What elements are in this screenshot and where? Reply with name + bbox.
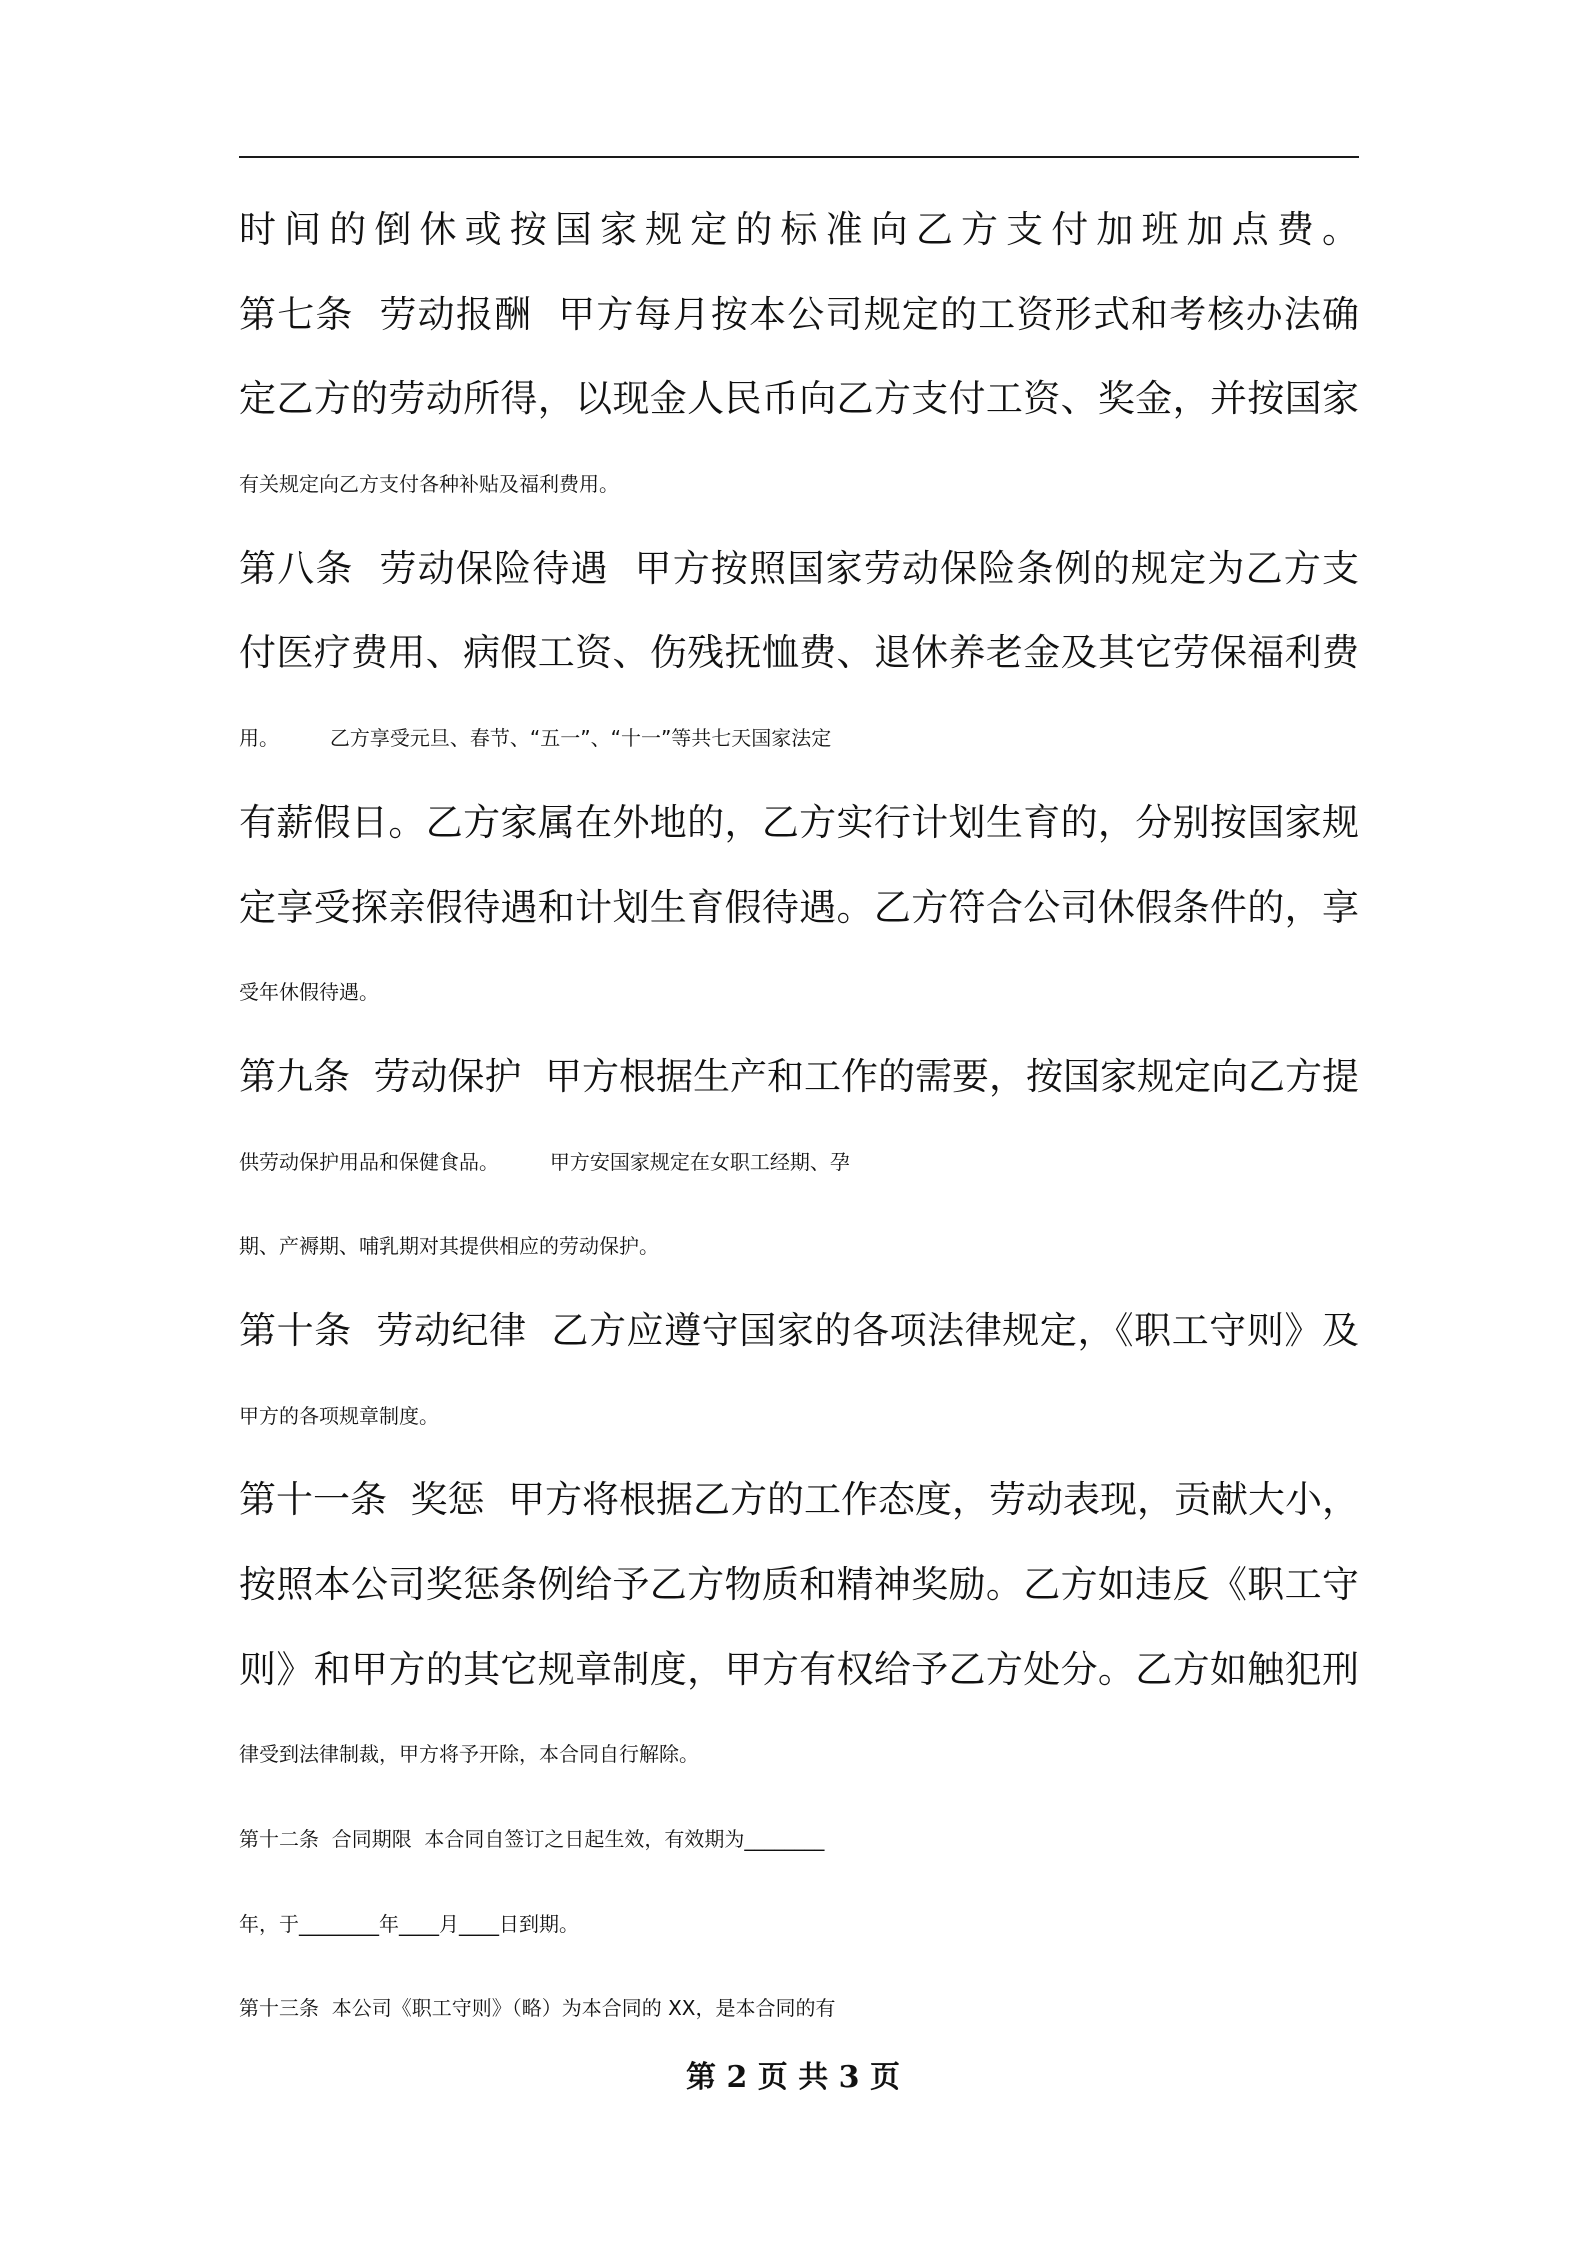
body-line: 有关规定向乙方支付各种补贴及福利费用。 [239,472,619,497]
header-rule [239,156,1359,158]
body-line: 期、产褥期、哺乳期对其提供相应的劳动保护。 [239,1234,659,1259]
body-line: 第八条 劳动保险待遇 甲方按照国家劳动保险条例的规定为乙方支 [239,546,1359,590]
body-line: 则》和甲方的其它规章制度，甲方有权给予乙方处分。乙方如触犯刑 [239,1647,1359,1691]
body-line: 律受到法律制裁，甲方将予开除，本合同自行解除。 [239,1742,699,1767]
body-line: 定享受探亲假待遇和计划生育假待遇。乙方符合公司休假条件的，享 [239,885,1359,929]
body-line: 付医疗费用、病假工资、伤残抚恤费、退休养老金及其它劳保福利费 [239,631,1359,675]
body-line: 第十一条 奖惩 甲方将根据乙方的工作态度，劳动表现，贡献大小， [239,1478,1360,1522]
body-line: 按照本公司奖惩条例给予乙方物质和精神奖励。乙方如违反《职工守 [239,1563,1359,1606]
body-line: 甲方的各项规章制度。 [239,1403,439,1428]
body-line: 供劳动保护用品和保健食品。 甲方安国家规定在女职工经期、孕 [239,1149,850,1174]
body-line: 第十条 劳动纪律 乙方应遵守国家的各项法律规定，《职工守则》及 [239,1308,1359,1352]
body-line: 第九条 劳动保护 甲方根据生产和工作的需要，按国家规定向乙方提 [239,1054,1360,1098]
body-line: 第十二条 合同期限 本合同自签订之日起生效，有效期为________ [239,1827,825,1852]
body-line: 第十三条 本公司《职工守则》（略）为本合同的 XX，是本合同的有 [239,1996,836,2021]
body-line: 时间的倒休或按国家规定的标准向乙方支付加班加点费。 [239,208,1359,251]
body-line: 用。 乙方享受元旦、春节、“五一”、“十一”等共七天国家法定 [239,726,832,751]
body-line: 有薪假日。乙方家属在外地的，乙方实行计划生育的，分别按国家规 [239,800,1359,844]
page-number: 第 2 页 共 3 页 [686,2060,900,2095]
document-body [239,188,1369,2051]
body-line: 受年休假待遇。 [239,980,379,1005]
body-line: 第七条 劳动报酬 甲方每月按本公司规定的工资形式和考核办法确 [239,292,1359,336]
body-line: 年，于________年____月____日到期。 [239,1911,579,1936]
body-line: 定乙方的劳动所得，以现金人民币向乙方支付工资、奖金，并按国家 [239,377,1359,421]
